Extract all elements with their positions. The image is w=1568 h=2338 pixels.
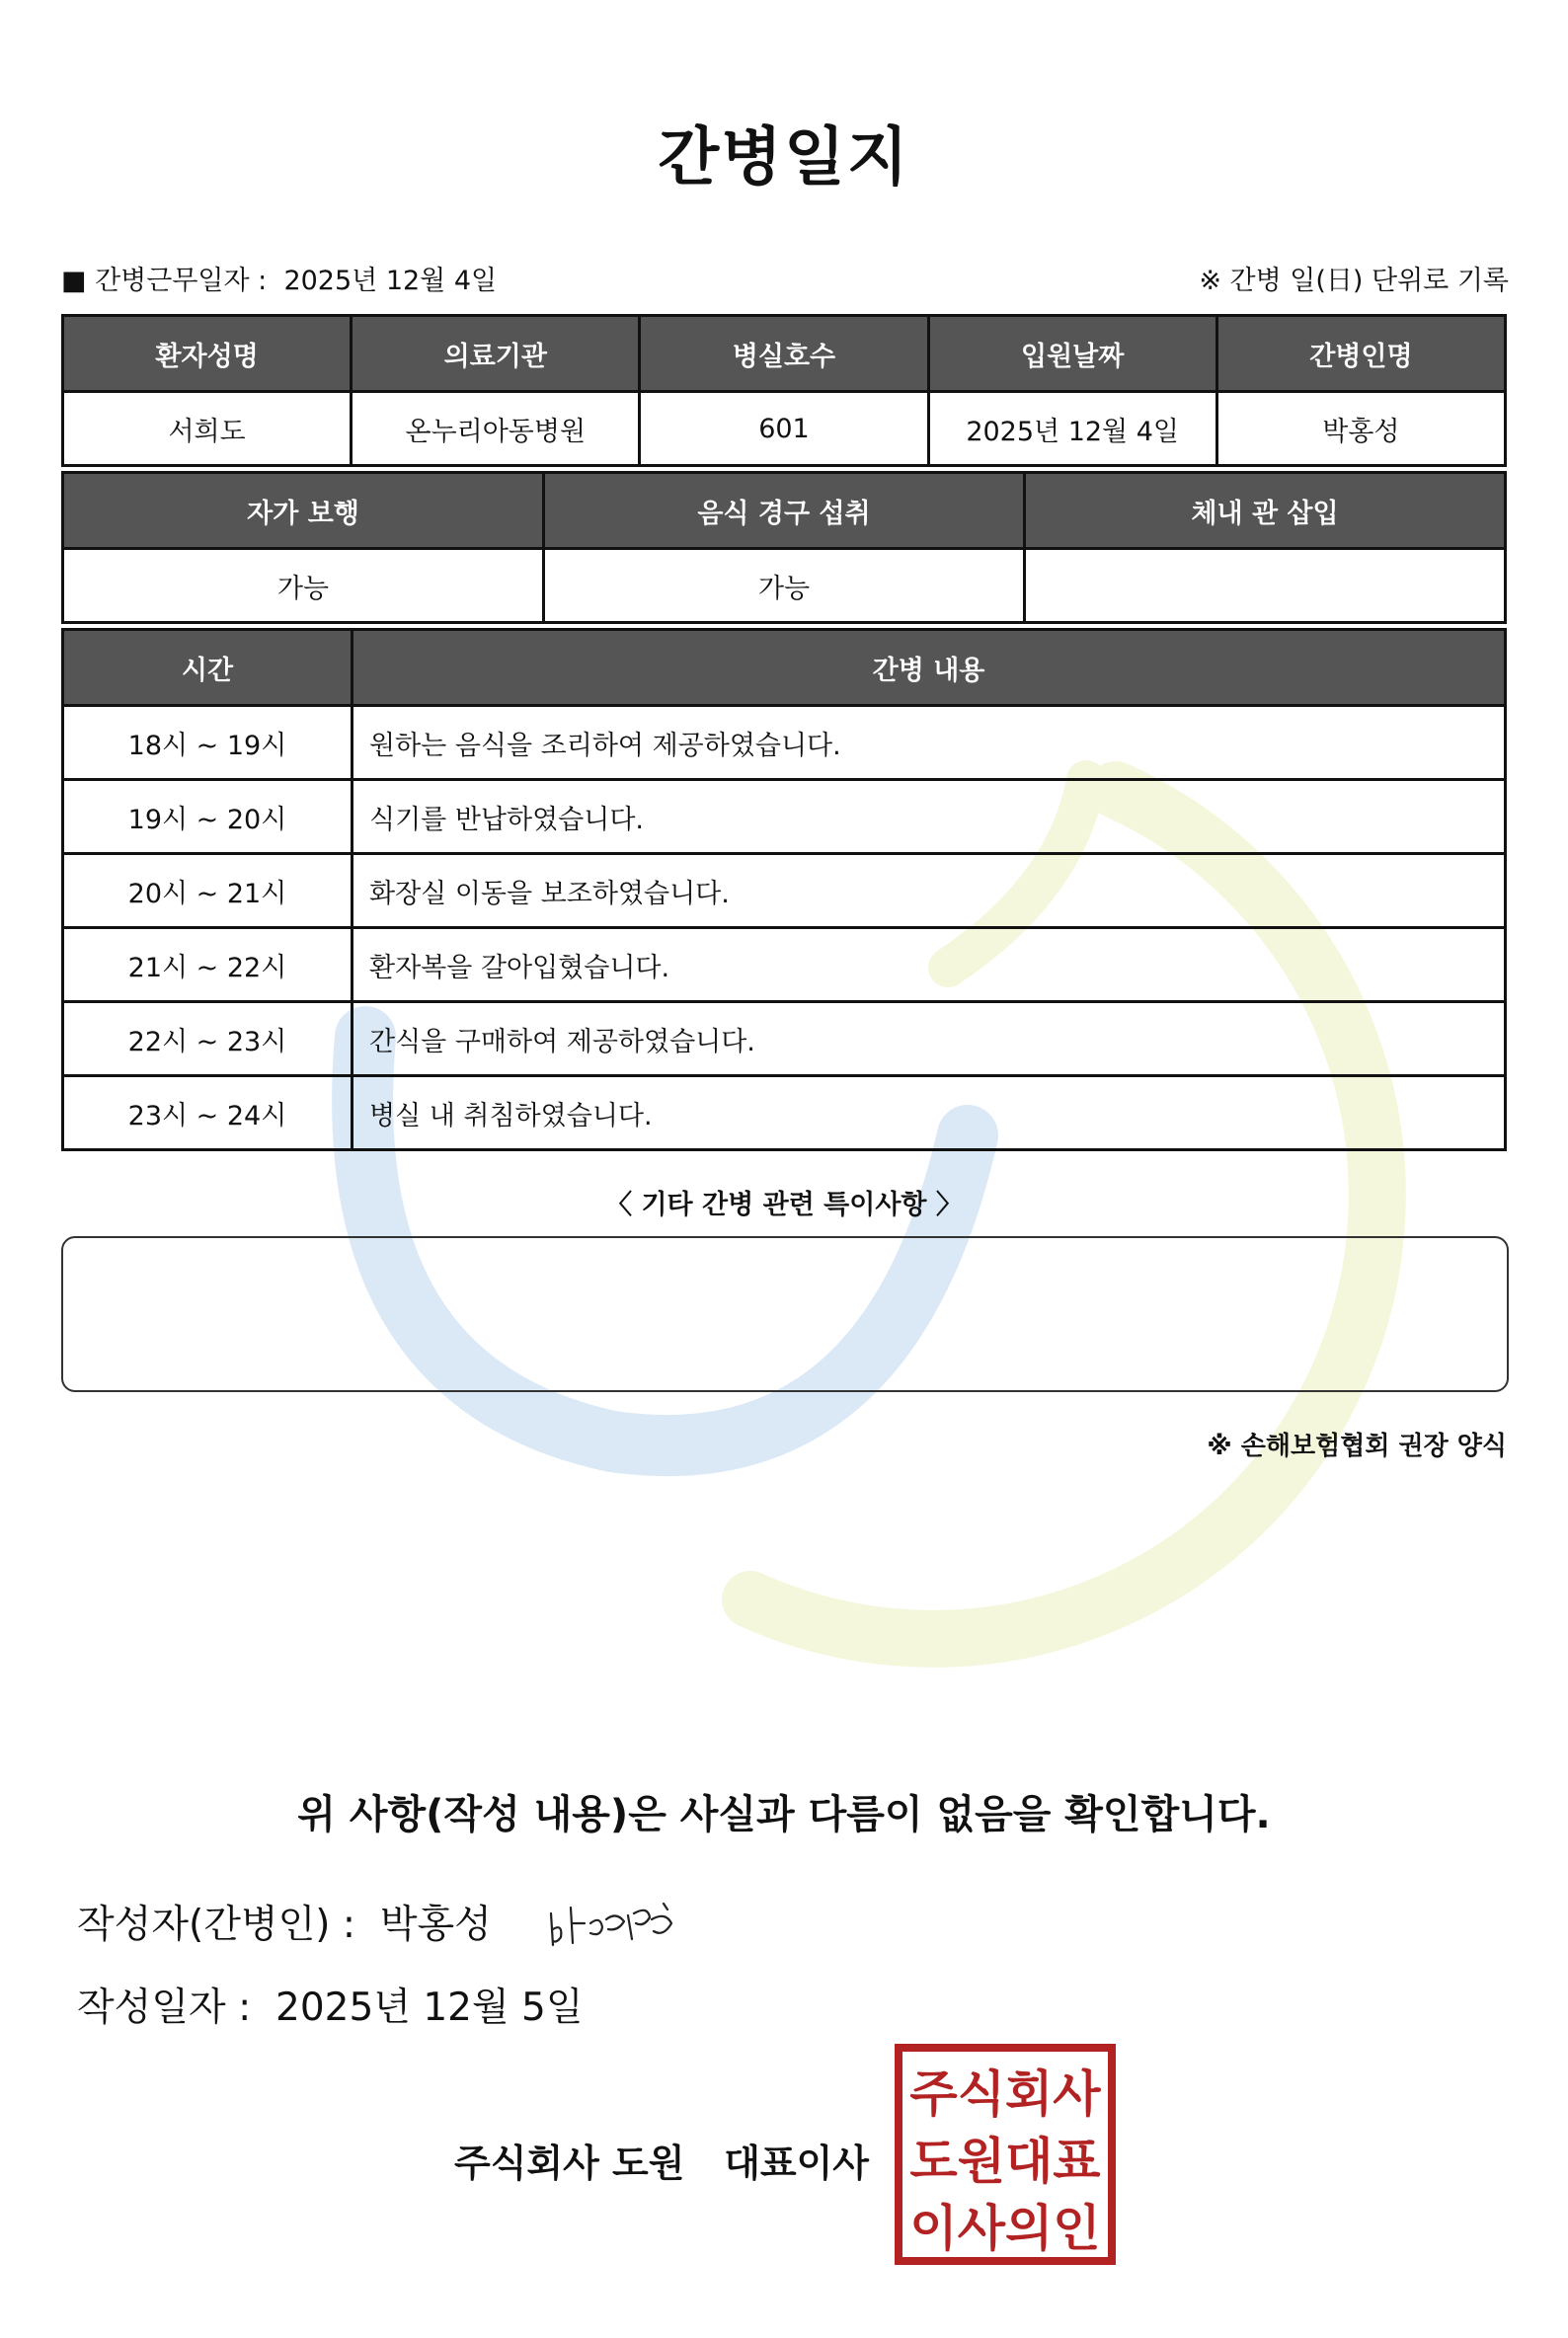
room-number: 601 xyxy=(640,392,928,466)
writer-line xyxy=(77,1894,492,1949)
writer-name: 박홍성 xyxy=(379,1903,492,1947)
remarks-box xyxy=(61,1236,1509,1392)
write-date-label: 작성일자 : xyxy=(77,1986,252,2030)
patient-info-table xyxy=(61,314,1507,467)
medical-institution: 온누리아동병원 xyxy=(352,392,640,466)
header-caregiver-name: 간병인명 xyxy=(1216,316,1505,392)
header-room-number: 병실호수 xyxy=(640,316,928,392)
write-date-line xyxy=(77,1977,584,2032)
work-date-label: ■ 간병근무일자 : xyxy=(61,266,268,296)
header-oral-intake: 음식 경구 섭취 xyxy=(544,473,1025,549)
remarks-heading: 〈 기타 간병 관련 특이사항 〉 xyxy=(605,1190,963,1220)
table-row xyxy=(63,928,1506,1002)
care-time: 23시 ~ 24시 xyxy=(63,1076,353,1150)
company-signature-line xyxy=(454,2133,869,2187)
care-content: 화장실 이동을 보조하였습니다. xyxy=(353,854,1506,928)
care-log-table xyxy=(61,628,1507,1151)
table-row xyxy=(63,854,1506,928)
tube-insertion-value xyxy=(1025,549,1506,623)
care-content: 간식을 구매하여 제공하였습니다. xyxy=(353,1002,1506,1076)
seal-line: 도원대표 xyxy=(909,2133,1101,2190)
seal-line: 이사의인 xyxy=(909,2200,1101,2257)
work-date-value: 2025년 12월 4일 xyxy=(283,266,498,296)
header-medical-institution: 의료기관 xyxy=(352,316,640,392)
company-name: 주식회사 도원 xyxy=(454,2142,685,2185)
patient-info-value-row xyxy=(63,392,1506,466)
daily-record-note: ※ 간병 일(日) 단위로 기록 xyxy=(1199,266,1509,296)
status-value-row xyxy=(63,549,1506,623)
care-content: 환자복을 갈아입혔습니다. xyxy=(353,928,1506,1002)
work-date xyxy=(61,259,497,297)
patient-name: 서희도 xyxy=(63,392,352,466)
company-seal-stamp xyxy=(895,2044,1116,2265)
care-content: 병실 내 취침하였습니다. xyxy=(353,1076,1506,1150)
header-time: 시간 xyxy=(63,630,353,706)
table-row xyxy=(63,1002,1506,1076)
seal-line: 주식회사 xyxy=(909,2065,1101,2123)
care-time: 18시 ~ 19시 xyxy=(63,706,353,780)
header-self-walking: 자가 보행 xyxy=(63,473,544,549)
oral-intake-value: 가능 xyxy=(544,549,1025,623)
header-admission-date: 입원날짜 xyxy=(928,316,1216,392)
patient-status-table xyxy=(61,471,1507,624)
header-care-content: 간병 내용 xyxy=(353,630,1506,706)
header-tube-insertion: 체내 관 삽입 xyxy=(1025,473,1506,549)
care-time: 21시 ~ 22시 xyxy=(63,928,353,1002)
admission-date: 2025년 12월 4일 xyxy=(928,392,1216,466)
table-row xyxy=(63,706,1506,780)
confirmation-statement: 위 사항(작성 내용)은 사실과 다름이 없음을 확인합니다. xyxy=(297,1792,1271,1837)
care-time: 20시 ~ 21시 xyxy=(63,854,353,928)
form-recommendation-note: ※ 손해보험협회 권장 양식 xyxy=(1207,1432,1507,1461)
company-representative-title: 대표이사 xyxy=(724,2142,870,2185)
care-log-header-row xyxy=(63,630,1506,706)
care-time: 19시 ~ 20시 xyxy=(63,780,353,854)
care-content: 원하는 음식을 조리하여 제공하였습니다. xyxy=(353,706,1506,780)
write-date-value: 2025년 12월 5일 xyxy=(275,1986,584,2030)
table-row xyxy=(63,780,1506,854)
document-title: 간병일지 xyxy=(658,121,910,195)
status-header-row xyxy=(63,473,1506,549)
handwritten-signature xyxy=(545,1894,683,1953)
self-walking-value: 가능 xyxy=(63,549,544,623)
writer-label: 작성자(간병인) : xyxy=(77,1903,356,1947)
header-patient-name: 환자성명 xyxy=(63,316,352,392)
patient-info-header-row xyxy=(63,316,1506,392)
care-time: 22시 ~ 23시 xyxy=(63,1002,353,1076)
caregiver-name: 박홍성 xyxy=(1216,392,1505,466)
care-content: 식기를 반납하였습니다. xyxy=(353,780,1506,854)
table-row xyxy=(63,1076,1506,1150)
